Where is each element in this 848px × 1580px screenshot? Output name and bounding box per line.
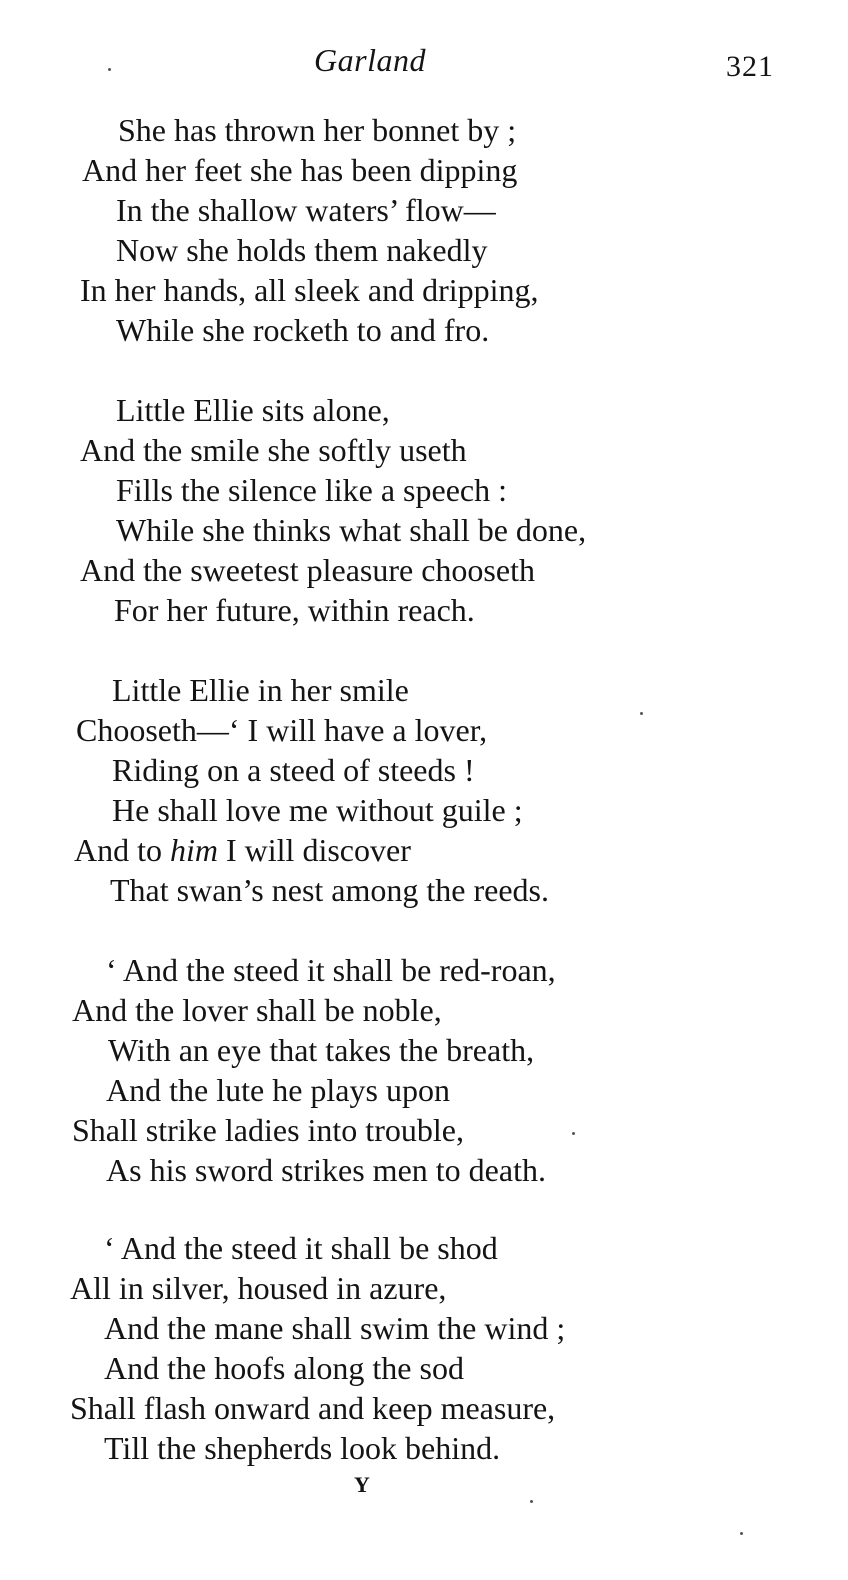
verse-line: Little Ellie sits alone,	[116, 392, 390, 428]
verse-line	[74, 830, 411, 870]
verse-line: Riding on a steed of steeds !	[112, 752, 475, 788]
verse-line: He shall love me without guile ;	[112, 792, 523, 828]
running-title: Garland	[314, 42, 426, 78]
scan-speck	[108, 68, 111, 71]
verse-line: Shall flash onward and keep measure,	[70, 1390, 556, 1426]
verse-line: All in silver, housed in azure,	[70, 1270, 447, 1306]
verse-line: And the mane shall swim the wind ;	[104, 1310, 566, 1346]
verse-line: While she thinks what shall be done,	[116, 512, 587, 548]
verse-line: That swan’s nest among the reeds.	[110, 872, 549, 908]
verse-line: Little Ellie in her smile	[112, 672, 409, 708]
verse-line: In the shallow waters’ flow—	[116, 192, 496, 228]
verse-line: In her hands, all sleek and dripping,	[80, 272, 539, 308]
verse-line: While she rocketh to and fro.	[116, 312, 490, 348]
verse-line: And her feet she has been dipping	[82, 152, 518, 188]
verse-line: And the lute he plays upon	[106, 1072, 450, 1108]
scan-speck	[740, 1532, 743, 1535]
verse-line: ‘ And the steed it shall be shod	[104, 1230, 498, 1266]
signature-mark: Y	[354, 1472, 371, 1497]
verse-line: For her future, within reach.	[114, 592, 475, 628]
verse-text: I will discover	[218, 832, 411, 868]
verse-line: Till the shepherds look behind.	[104, 1430, 501, 1466]
verse-line: With an eye that takes the breath,	[108, 1032, 535, 1068]
verse-text: And to	[74, 832, 170, 868]
verse-line: Fills the silence like a speech :	[116, 472, 507, 508]
verse-line: As his sword strikes men to death.	[106, 1152, 546, 1188]
scan-speck	[572, 1132, 575, 1135]
scan-speck	[640, 712, 643, 715]
verse-line: She has thrown her bonnet by ;	[118, 112, 517, 148]
page-number: 321	[726, 50, 774, 83]
verse-line: And the sweetest pleasure chooseth	[80, 552, 535, 588]
verse-line: Shall strike ladies into trouble,	[72, 1112, 464, 1148]
verse-line: And the lover shall be noble,	[72, 992, 442, 1028]
verse-line: Chooseth—‘ I will have a lover,	[76, 712, 488, 748]
verse-line: And the hoofs along the sod	[104, 1350, 464, 1386]
scan-speck	[530, 1500, 533, 1503]
verse-line: And the smile she softly useth	[80, 432, 467, 468]
verse-line: Now she holds them nakedly	[116, 232, 488, 268]
emphasized-word: him	[170, 832, 218, 868]
verse-line: ‘ And the steed it shall be red-roan,	[106, 952, 556, 988]
